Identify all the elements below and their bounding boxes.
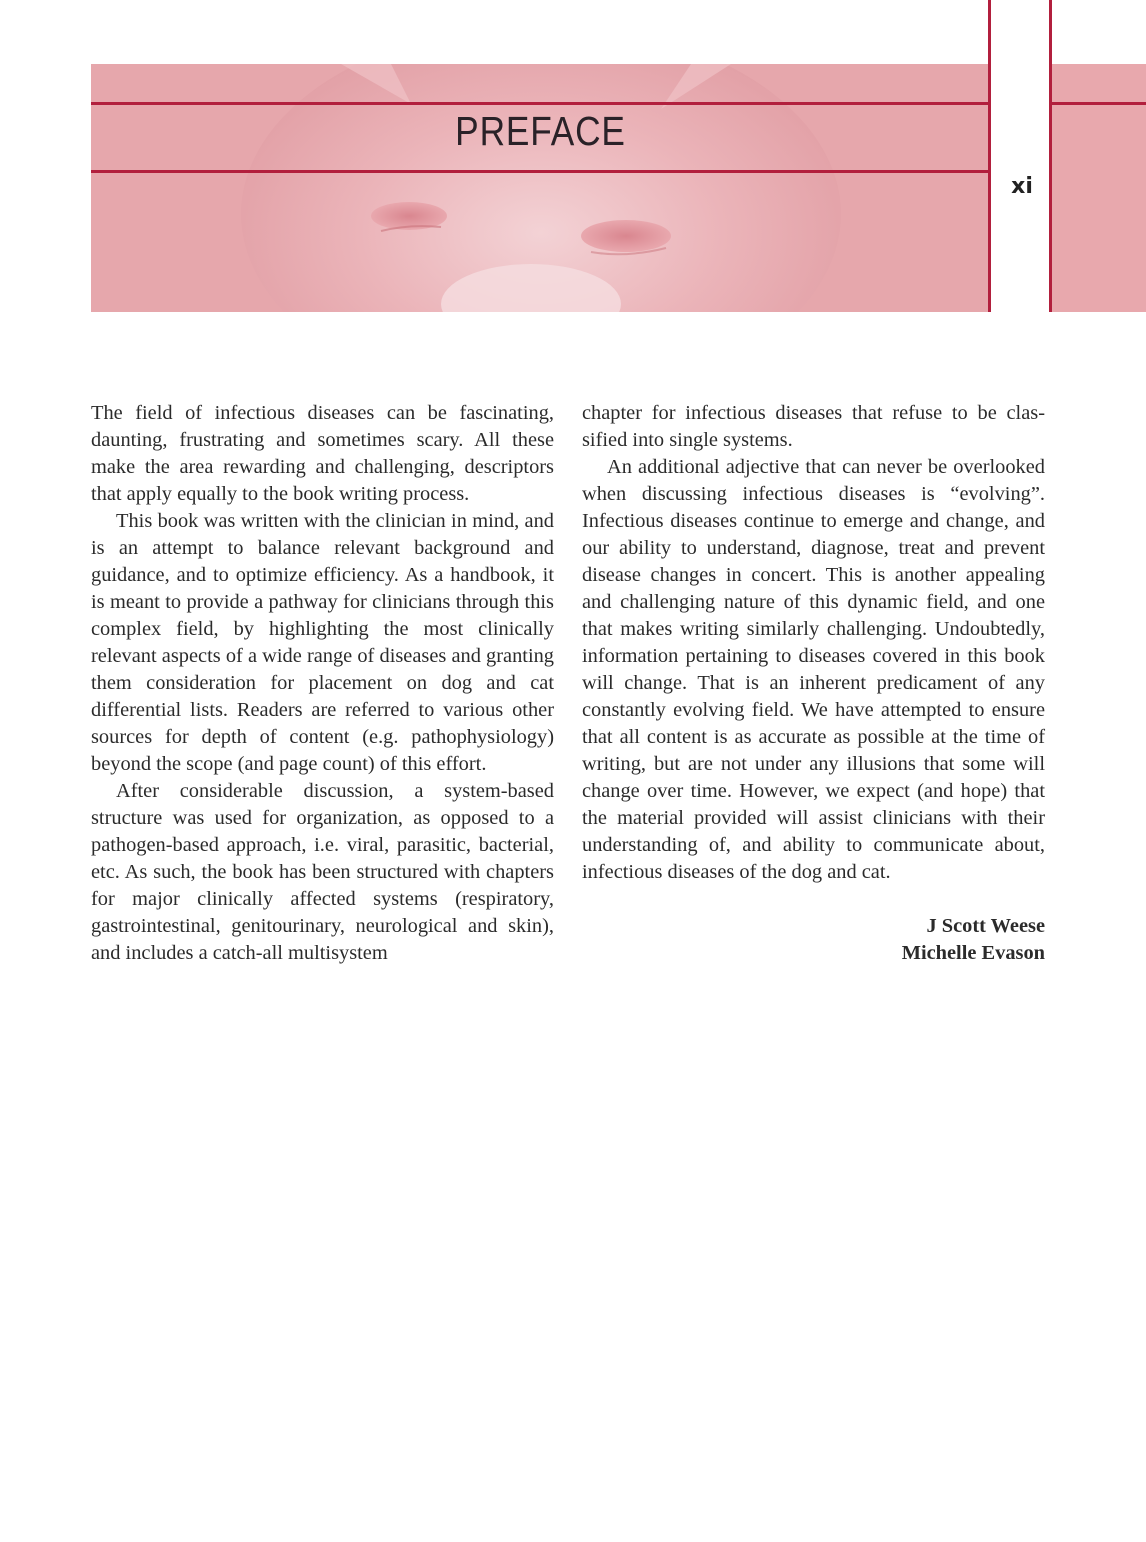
page-title: PREFACE — [455, 108, 626, 154]
paragraph: The field of infectious diseases can be fascinating, daunting, frustrating and sometimes scary. All these make the area rewarding and challenging, descriptors that apply equally to the book writing process. — [91, 402, 554, 505]
paragraph: This book was written with the clinician in mind, and is an attempt to balance relevant background and guidance, and to optimize efficiency. As a handbook, it is meant to provide a pathway for clinicians through this complex field, by highlighting the most clinically relevant aspects of a wide range of diseases and granting them consideration for placement on dog and cat differential lists. Readers are referred to various other sources for depth of content (e.g. pathophysiology) beyond the scope (and page count) of this effort. — [91, 510, 554, 775]
title-rule-top — [91, 102, 990, 105]
paragraph: chapter for infectious diseases that refuse to be classified into single systems. — [582, 402, 1045, 451]
page-margin-rule-left — [988, 0, 991, 312]
author-name: J Scott Weese — [926, 915, 1045, 937]
body-column-left — [91, 400, 554, 967]
side-rule — [1050, 102, 1146, 105]
page-margin-rule-right — [1049, 0, 1052, 312]
title-rule-bottom — [91, 170, 990, 173]
page-number: xi — [1011, 174, 1033, 199]
author-name: Michelle Evason — [901, 942, 1045, 964]
paragraph: After considerable discussion, a system-based structure was used for organization, as opposed to a pathogen-based approach, i.e. viral, parasitic, bacterial, etc. As such, the book has been structured with chapters for major clinically affected systems (respiratory, gastrointestinal, genitourinary, neurological and skin), and includes a catch-all multisystem — [91, 780, 554, 964]
paragraph: An additional adjective that can never be overlooked when discussing infectious diseases is “evolving”. Infectious diseases continue to emerge and change, and our ability to understand, diagnose, treat and prevent disease changes in concert. This is another appealing and challenging nature of this dynamic field, and one that makes writing similarly challenging. Undoubtedly, information pertaining to diseases covered in this book will change. That is an inherent predicament of any constantly evolving field. We have attempted to ensure that all content is as accurate as possible at the time of writing, but are not under any illusions that some will change over time. However, we expect (and hope) that the material provided will assist clinicians with their understanding of, and ability to communicate about, infectious diseases of the dog and cat. — [582, 456, 1045, 883]
author-signatures — [582, 913, 1045, 967]
body-column-right — [582, 400, 1045, 967]
